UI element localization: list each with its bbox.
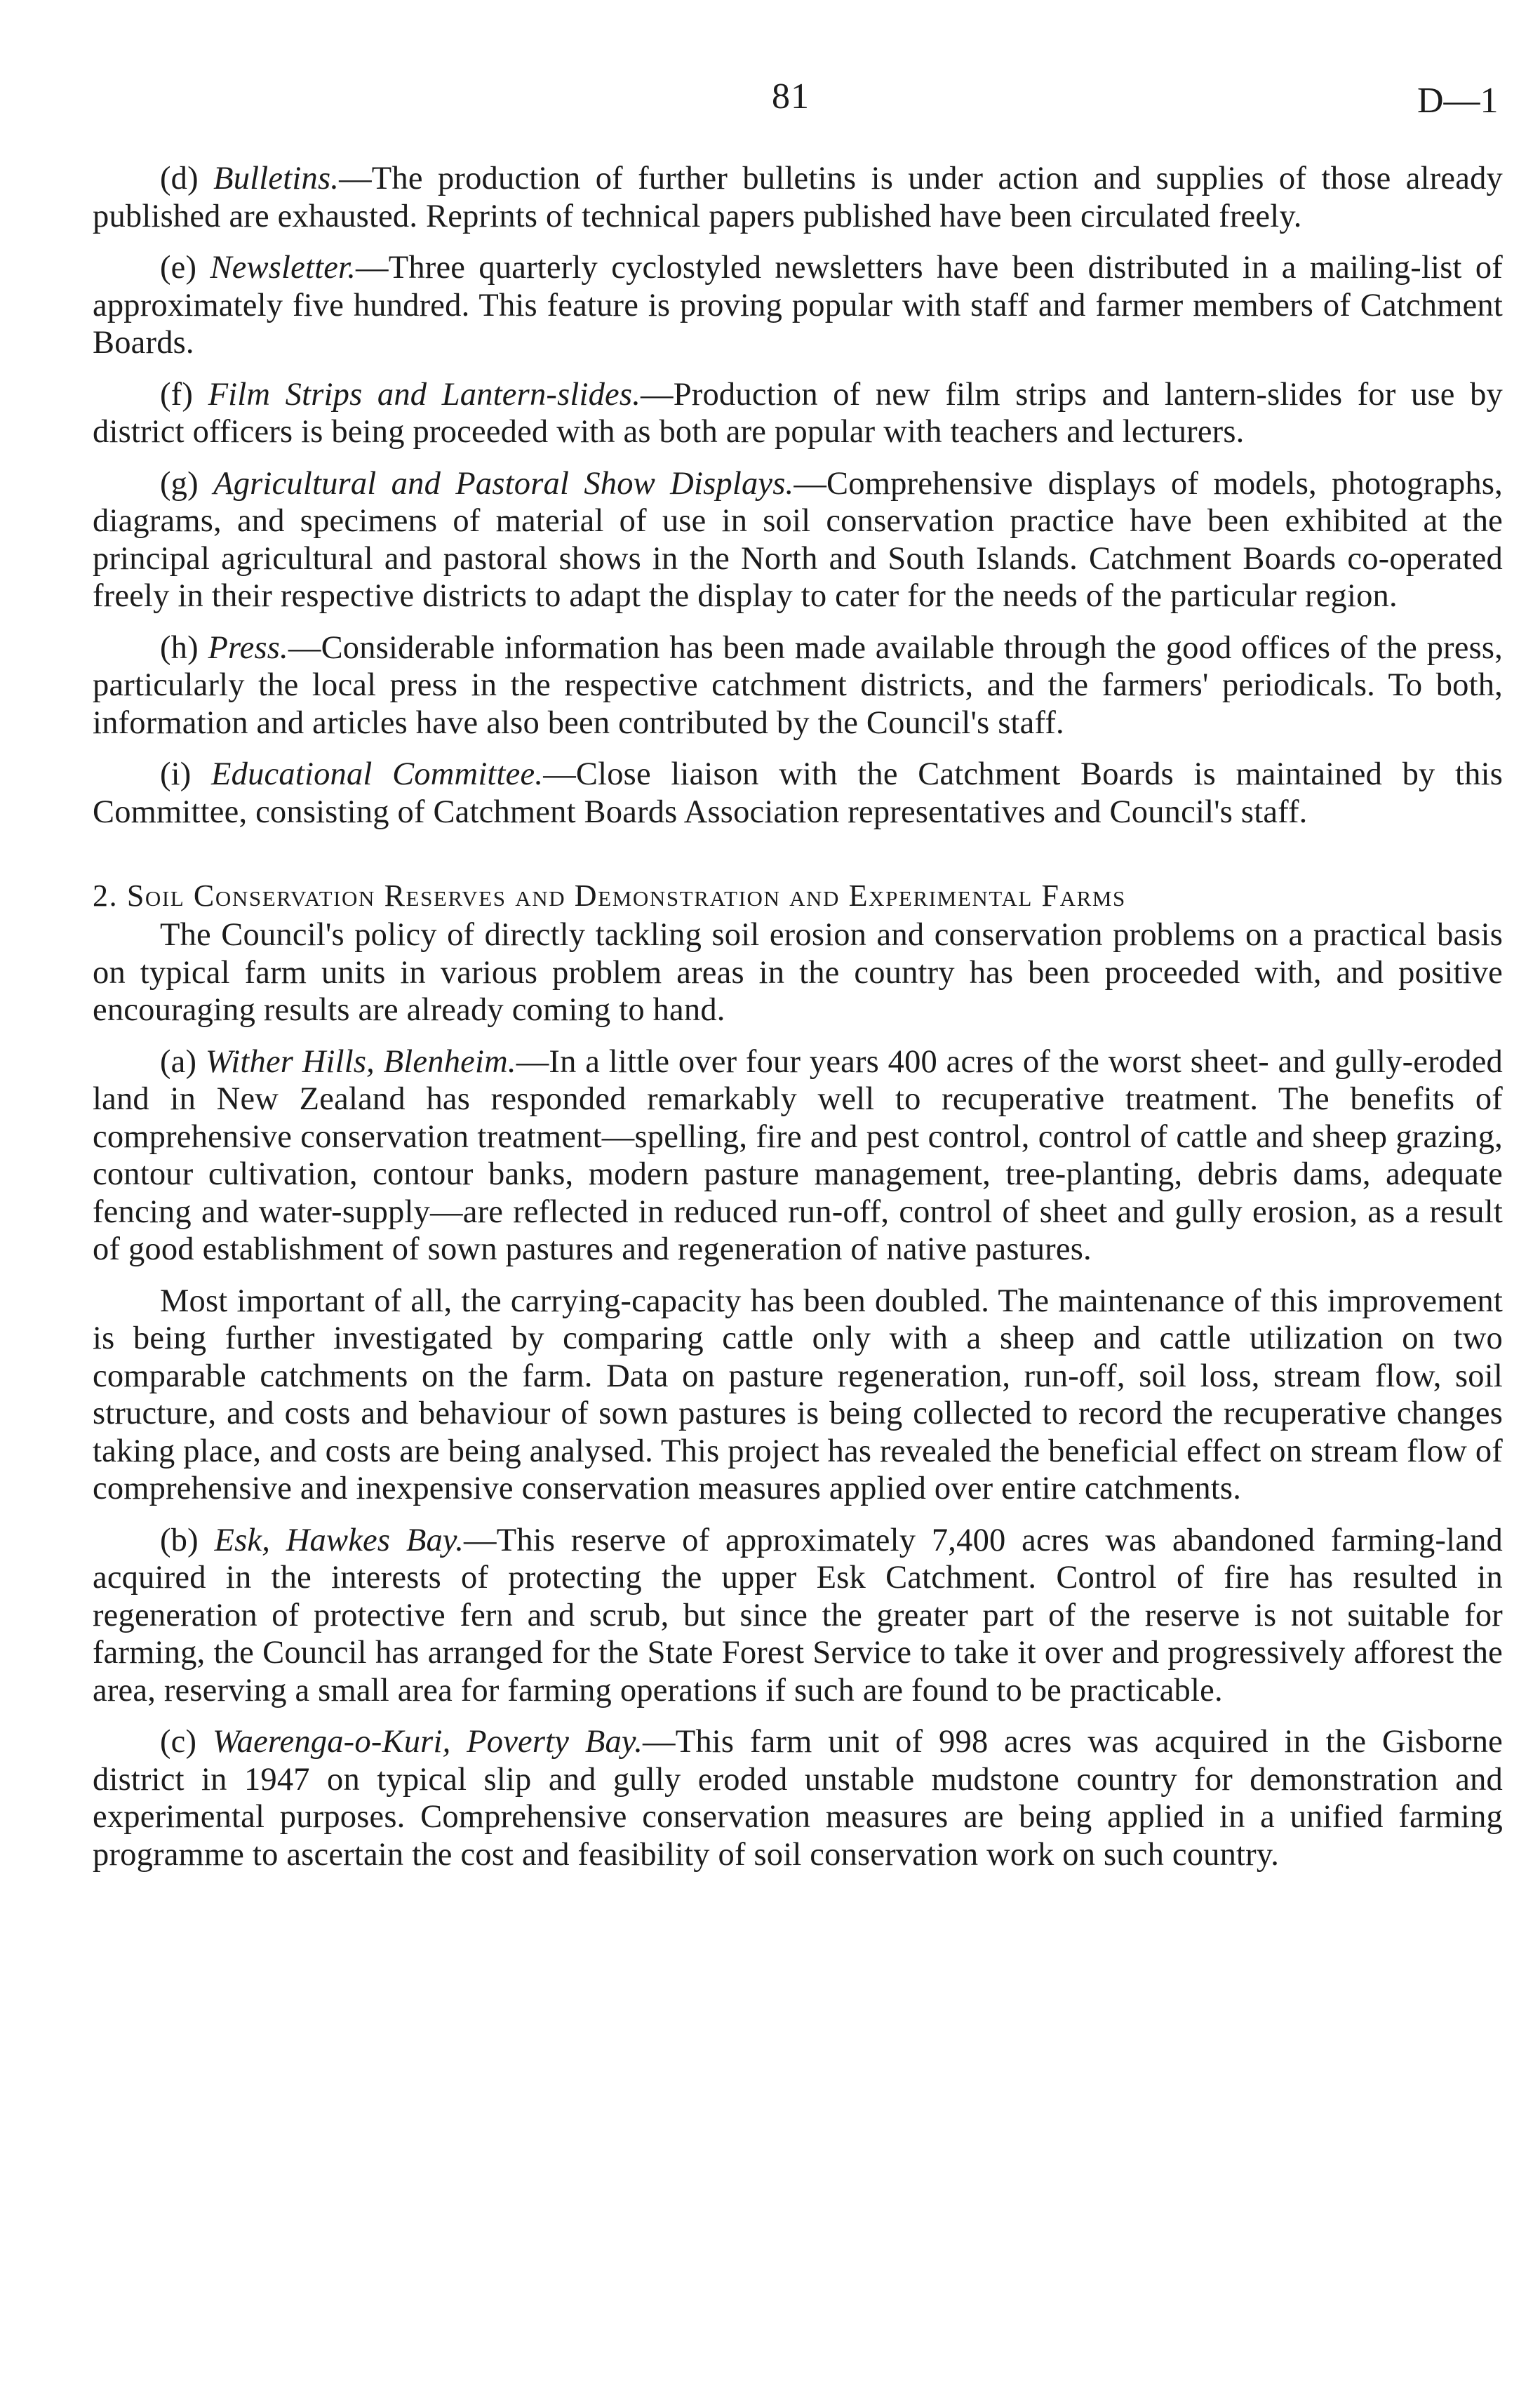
item-text: —Production of new film strips and lantern-slides for use by district officers is being proceeded with as both are popular with teachers and lecturers. [93, 376, 1504, 450]
section-heading [93, 877, 1503, 915]
item-text: —Close liaison with the Catchment Boards is maintained by this Committee, consisting of Catchment Boards Association representatives and Council's staff. [93, 756, 1503, 830]
item-title: Educational Committee. [211, 756, 544, 792]
page-body [93, 160, 1503, 1887]
paragraph-newsletter [93, 249, 1503, 362]
paragraph-show-displays [93, 465, 1503, 615]
item-text: —Three quarterly cyclostyled newsletters have been distributed in a mailing-list of approximately five hundred. This feature is proving popular with staff and farmer members of Catchment Boards. [93, 250, 1503, 361]
item-label: (b) [160, 1522, 199, 1558]
paragraph-section-intro [93, 916, 1503, 1029]
paragraph-press [93, 629, 1503, 742]
paragraph-esk-hawkes-bay [93, 1522, 1503, 1710]
item-title: Wither Hills, Blenheim. [205, 1043, 516, 1080]
section-title: Soil Conservation Reserves and Demonstration and Experimental Farms [126, 878, 1126, 913]
paragraph-film-strips [93, 376, 1503, 451]
item-label: (i) [160, 756, 192, 792]
paragraph-carrying-capacity [93, 1283, 1503, 1508]
item-title: Esk, Hawkes Bay. [214, 1522, 464, 1558]
section-number: 2. [93, 878, 119, 913]
item-text: —Considerable information has been made available through the good offices of the press, particularly the local press in the respective catchment districts, and the farmers' periodicals. To both, information and articles have also been contributed by the Council's staff. [93, 629, 1503, 741]
paragraph-bulletins [93, 160, 1503, 235]
document-reference: D—1 [1417, 81, 1499, 121]
item-label: (a) [160, 1043, 197, 1080]
item-label: (f) [160, 376, 194, 413]
item-title: Agricultural and Pastoral Show Displays. [213, 465, 794, 502]
paragraph-waerenga-o-kuri [93, 1723, 1503, 1873]
item-title: Waerenga-o-Kuri, Poverty Bay. [212, 1724, 643, 1760]
item-label: (g) [160, 465, 199, 502]
item-title: Film Strips and Lantern-slides. [208, 376, 641, 413]
item-label: (c) [160, 1724, 197, 1760]
page-header [0, 76, 1540, 132]
item-text: The Council's policy of directly tackling soil erosion and conservation problems on a practical basis on typical farm units in various problem areas in the country has been proceeded with, and positive encouraging results are already coming to hand. [93, 917, 1503, 1028]
item-text: —In a little over four years 400 acres of the worst sheet- and gully-eroded land in New Zealand has responded remarkably well to recuperative treatment. The benefits of comprehensive conservation treatment—spelling, fire and pest control, control of cattle and sheep grazing, contour cultivation, contour banks, modern pasture management, tree-planting, debris dams, adequate fencing and water-supply—are reflected in reduced run-off, control of sheet and gully erosion, as a result of good establishment of sown pastures and regeneration of native pastures. [93, 1043, 1503, 1267]
item-label: (d) [160, 161, 199, 196]
item-title: Bulletins. [213, 161, 340, 196]
page-number: 81 [772, 76, 810, 116]
paragraph-wither-hills [93, 1043, 1503, 1269]
item-text: —This farm unit of 998 acres was acquired in the Gisborne district in 1947 on typical slip and gully eroded unstable mudstone country for demonstration and experimental purposes. Comprehensive conservation measures are being applied in a unified farming programme to ascertain the cost and feasibility of soil conservation work on such country. [93, 1724, 1503, 1873]
item-text: —The production of further bulletins is under action and supplies of those already published are exhausted. Reprints of technical papers published have been circulated freely. [93, 161, 1503, 234]
item-title: Newsletter. [210, 250, 356, 286]
paragraph-educational-committee [93, 756, 1503, 831]
item-label: (e) [160, 250, 197, 286]
item-text: —Comprehensive displays of models, photographs, diagrams, and specimens of material of use in soil conservation practice have been exhibited at the principal agricultural and pastoral shows in the North and South Islands. Catchment Boards co-operated freely in their respective districts to adapt the display to cater for the needs of the particular region. [93, 465, 1503, 614]
item-title: Press. [208, 629, 288, 666]
item-text: —This reserve of approximately 7,400 acres was abandoned farming-land acquired in the interests of protecting the upper Esk Catchment. Control of fire has resulted in regeneration of protective fern and scrub, but since the greater part of the reserve is not suitable for farming, the Council has arranged for the State Forest Service to take it over and progressively afforest the area, reserving a small area for farming operations if such are found to be practicable. [93, 1522, 1503, 1708]
item-label: (h) [160, 629, 199, 666]
item-text: Most important of all, the carrying-capacity has been doubled. The maintenance of this improvement is being further investigated by comparing cattle only with a sheep and cattle utilization on two comparable catchments on the farm. Data on pasture regeneration, run-off, soil loss, stream flow, soil structure, and costs and behaviour of sown pastures is being collected to record the recuperative changes taking place, and costs are being analysed. This project has revealed the beneficial effect on stream flow of comprehensive and inexpensive conservation measures applied over entire catchments. [93, 1283, 1503, 1506]
